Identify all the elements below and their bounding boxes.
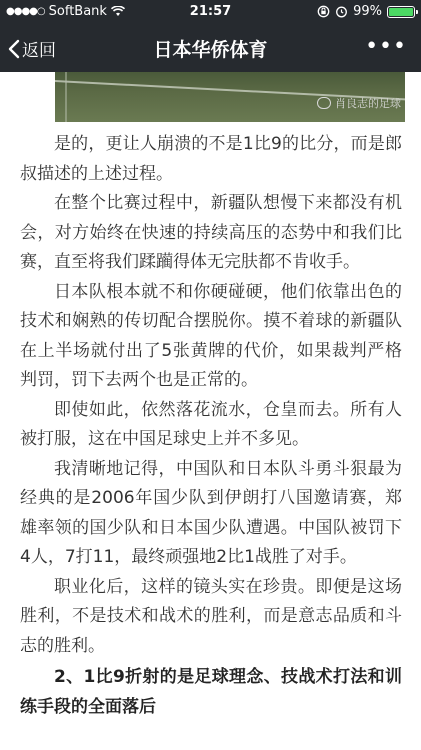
back-label: 返回 [22,41,56,61]
watermark-text: 肖良志的足球 [335,97,401,110]
article-paragraph: 是的，更让人崩溃的不是1比9的比分，而是郎叔描述的上述过程。 [20,134,402,184]
article-photo [55,72,405,122]
pitch-line [65,72,67,122]
page-title: 日本华侨体育 [153,39,268,61]
article-paragraph: 即使如此，依然落花流水，仓皇而去。所有人被打服，这在中国足球史上并不多见。 [20,399,402,449]
status-right [317,4,415,19]
battery-percent: 99% [353,4,382,19]
chat-icon [317,97,331,109]
article-paragraph: 我清晰地记得，中国队和日本队斗勇斗狠最为经典的是2006年国少队到伊朗打八国邀请赛，郑雄率领的国少队和日本国少队遭遇。中国队被罚下4人，7打11，最终顽强地2比1战胜了对手。 [20,458,402,567]
article-paragraph: 在整个比赛过程中，新疆队想慢下来都没有机会，对方始终在快速的持续高压的态势中和我们比赛，直至将我们蹂躏得体无完肤都不肯收手。 [20,193,402,272]
photo-watermark [317,95,401,111]
section-heading: 2、1比9折射的是足球理念、技战术打法和训练手段的全面落后 [20,667,402,717]
more-menu-button[interactable]: ••• [365,34,407,59]
top-bar [0,0,421,72]
article-paragraph: 日本队根本就不和你硬碰硬，他们依靠出色的技术和娴熟的传切配合摆脱你。摸不着球的新疆队在上半场就付出了5张黄牌的代价，如果裁判严格判罚，罚下去两个也是正常的。 [20,281,402,390]
status-time: 21:57 [189,4,232,19]
nav-bar [0,24,421,72]
status-bar [0,0,421,24]
rotation-lock-icon [317,5,330,18]
article-paragraph: 职业化后，这样的镜头实在珍贵。即便是这场胜利，不是技术和战术的胜利，而是意志品质和斗志的胜利。 [20,576,402,656]
article-body [20,130,402,722]
battery-icon [387,6,415,18]
alarm-icon [335,5,348,18]
signal-icon: ●●●●○ [6,6,45,17]
carrier-label: SoftBank [48,4,107,19]
battery-fill [389,8,413,16]
